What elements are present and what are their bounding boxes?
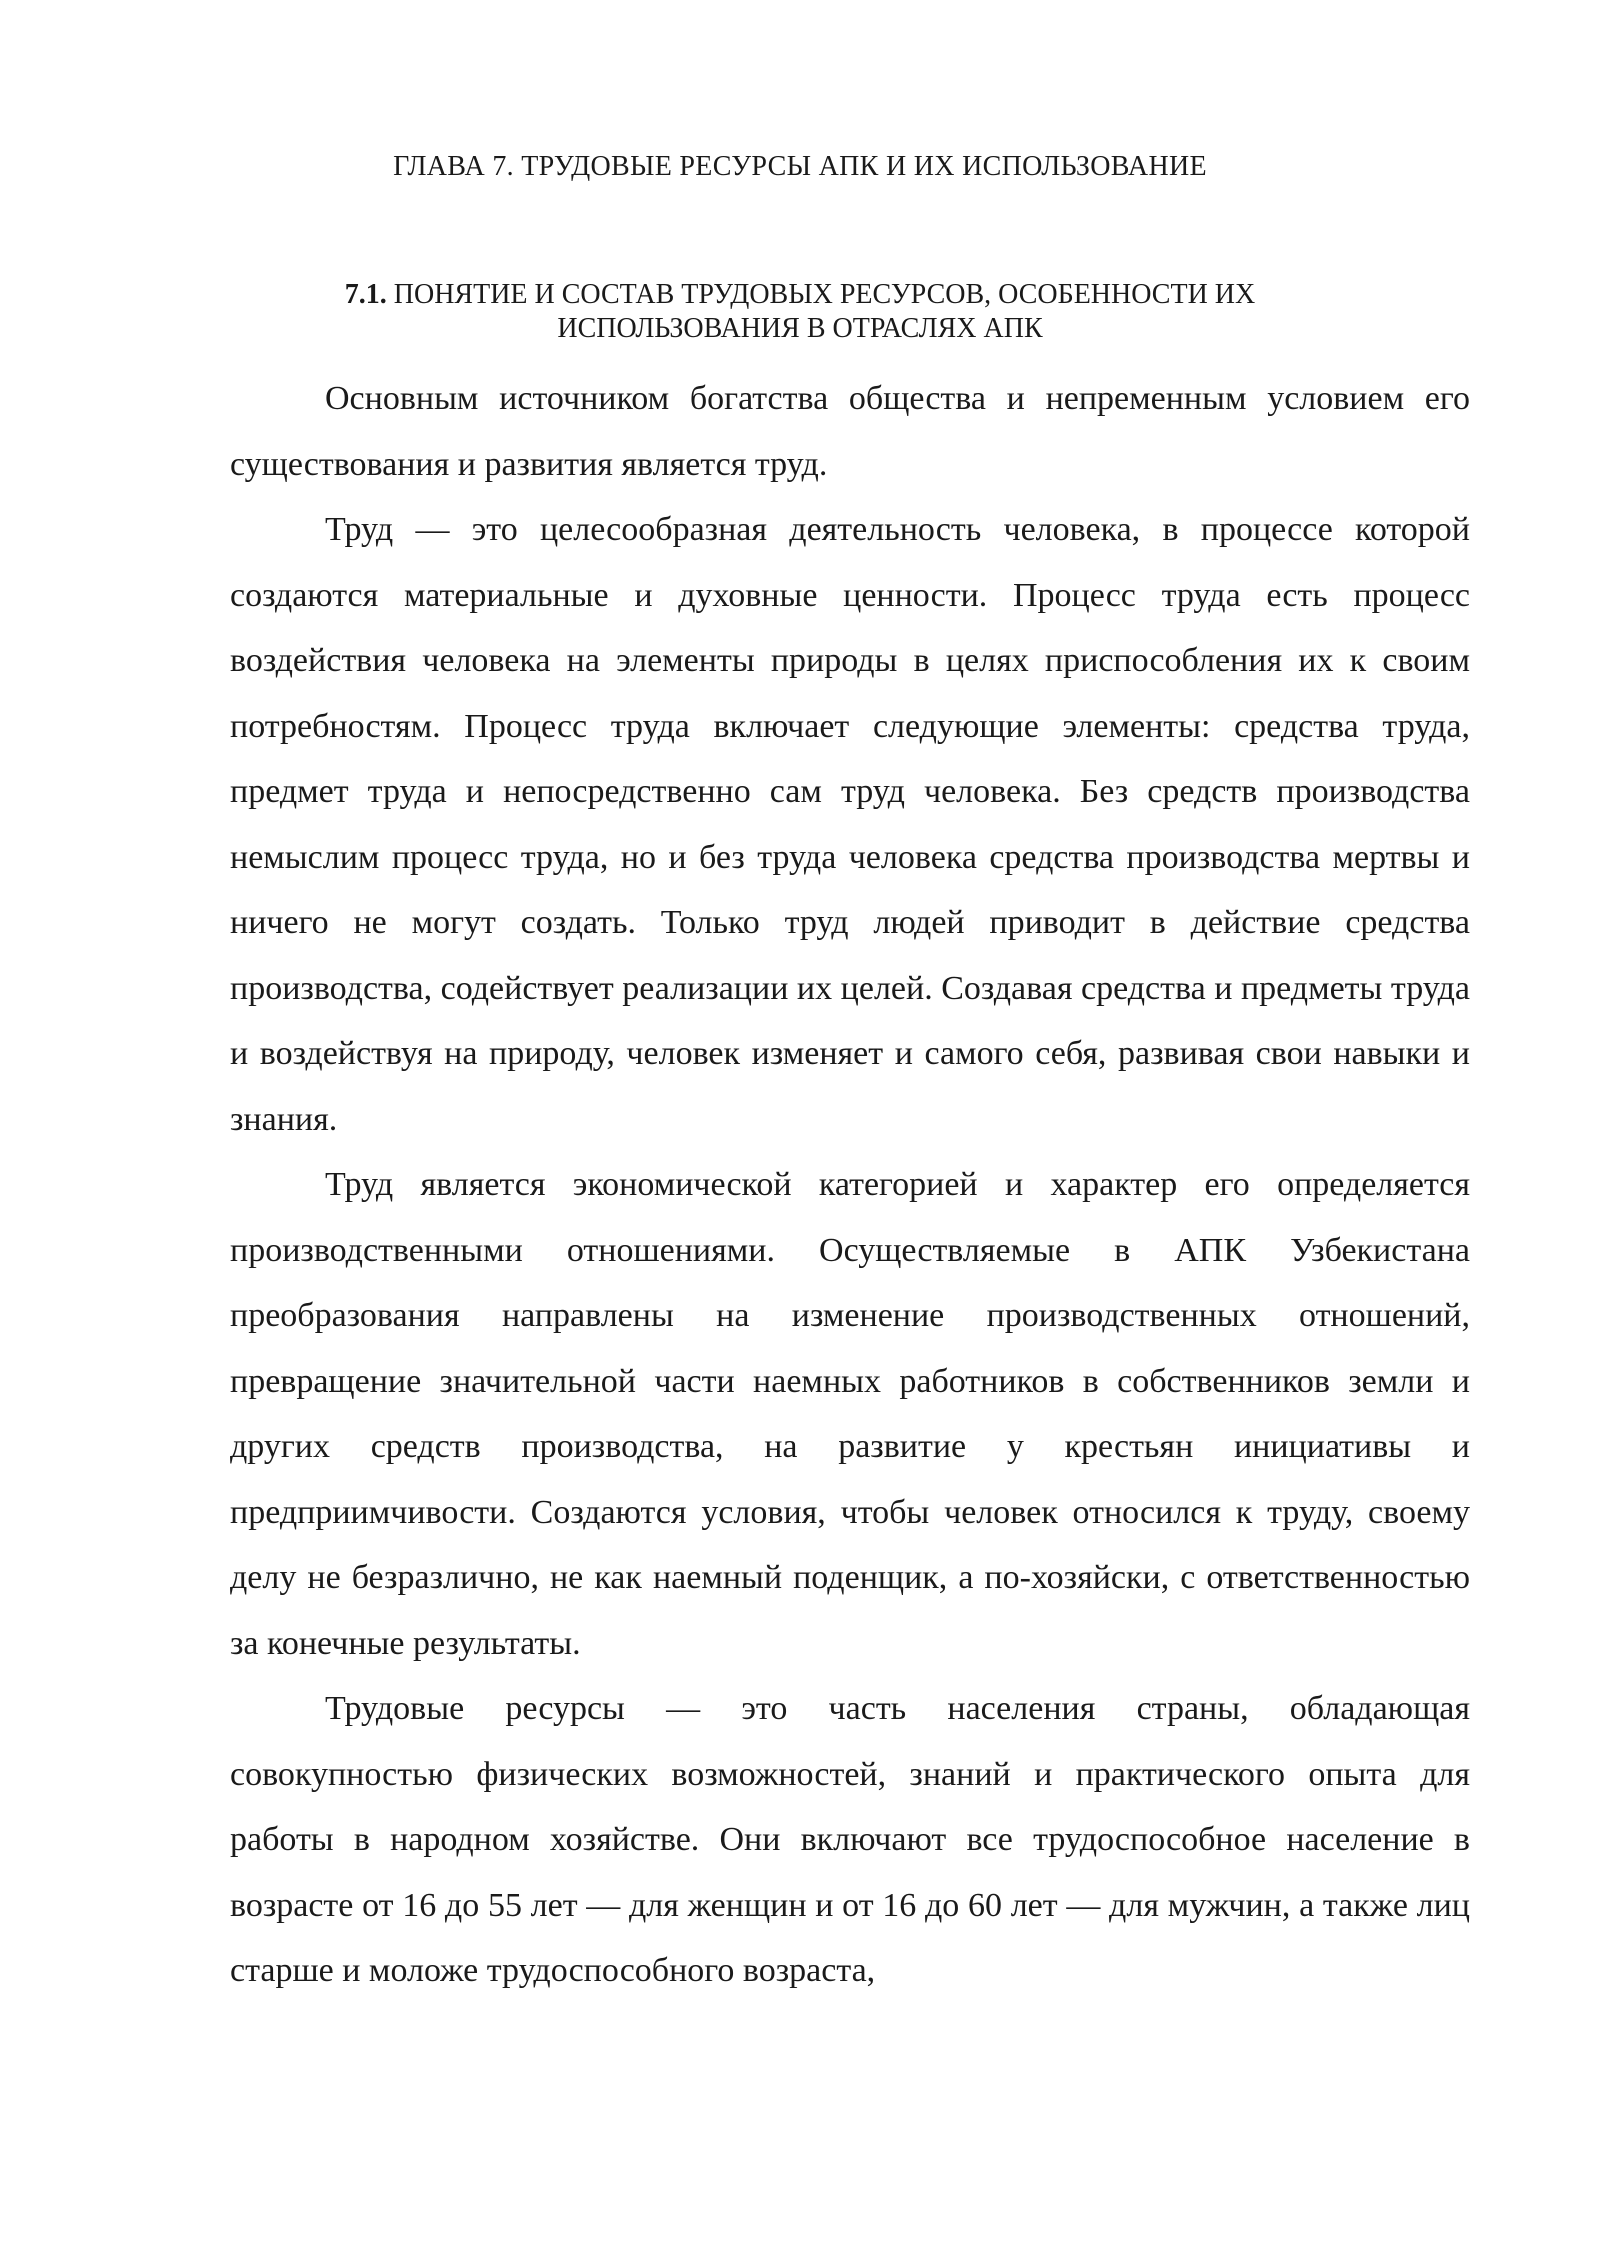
paragraph: Труд является экономической категорией и характер его определяется производственными отношениями. Осуществляемые в АПК Узбекистана преобразования направлены на изменение производственных отношений, превращение значительной части наемных работников в собственников земли и других средств производства, на развитие у крестьян инициативы и предприимчивости. Создаются условия, чтобы человек относился к труду, своему делу не безразлично, не как наемный поденщик, а по-хозяйски, с ответственностью за конечные результаты.: [230, 1166, 1470, 1662]
section-number: 7.1.: [344, 279, 387, 310]
paragraph: Труд — это целесообразная деятельность человека, в процессе которой создаются материальные и духовные ценности. Процесс труда есть процесс воздействия человека на элементы природы в целях приспособления их к своим потребностям. Процесс труда включает следующие элементы: средства труда, предмет труда и непосредственно сам труд человека. Без средств производства немыслим процесс труда, но и без труда человека средства производства мертвы и ничего не могут создать. Только труд людей приводит в действие средства производства, содействует реализации их целей. Создавая средства и предметы труда и воздействуя на природу, человек изменяет и самого себя, развивая свои навыки и знания.: [230, 511, 1470, 1138]
body-text: [230, 366, 1470, 2004]
section-heading-line1: [230, 278, 1370, 312]
section-title-line2: ИСПОЛЬЗОВАНИЯ В ОТРАСЛЯХ АПК: [557, 313, 1043, 344]
section-heading: [230, 278, 1370, 346]
paragraph: Трудовые ресурсы — это часть населения страны, обладающая совокупностью физических возможностей, знаний и практического опыта для работы в народном хозяйстве. Они включают все трудоспособное население в возрасте от 16 до 55 лет — для женщин и от 16 до 60 лет — для мужчин, а также лиц старше и моложе трудоспособного возраста,: [230, 1690, 1470, 1989]
section-title-line1: ПОНЯТИЕ И СОСТАВ ТРУДОВЫХ РЕСУРСОВ, ОСОБЕННОСТИ ИХ: [393, 279, 1256, 310]
paragraph: Основным источником богатства общества и непременным условием его существования и развития является труд.: [230, 380, 1470, 483]
chapter-title: ГЛАВА 7. ТРУДОВЫЕ РЕСУРСЫ АПК И ИХ ИСПОЛЬЗОВАНИЕ: [393, 151, 1207, 182]
